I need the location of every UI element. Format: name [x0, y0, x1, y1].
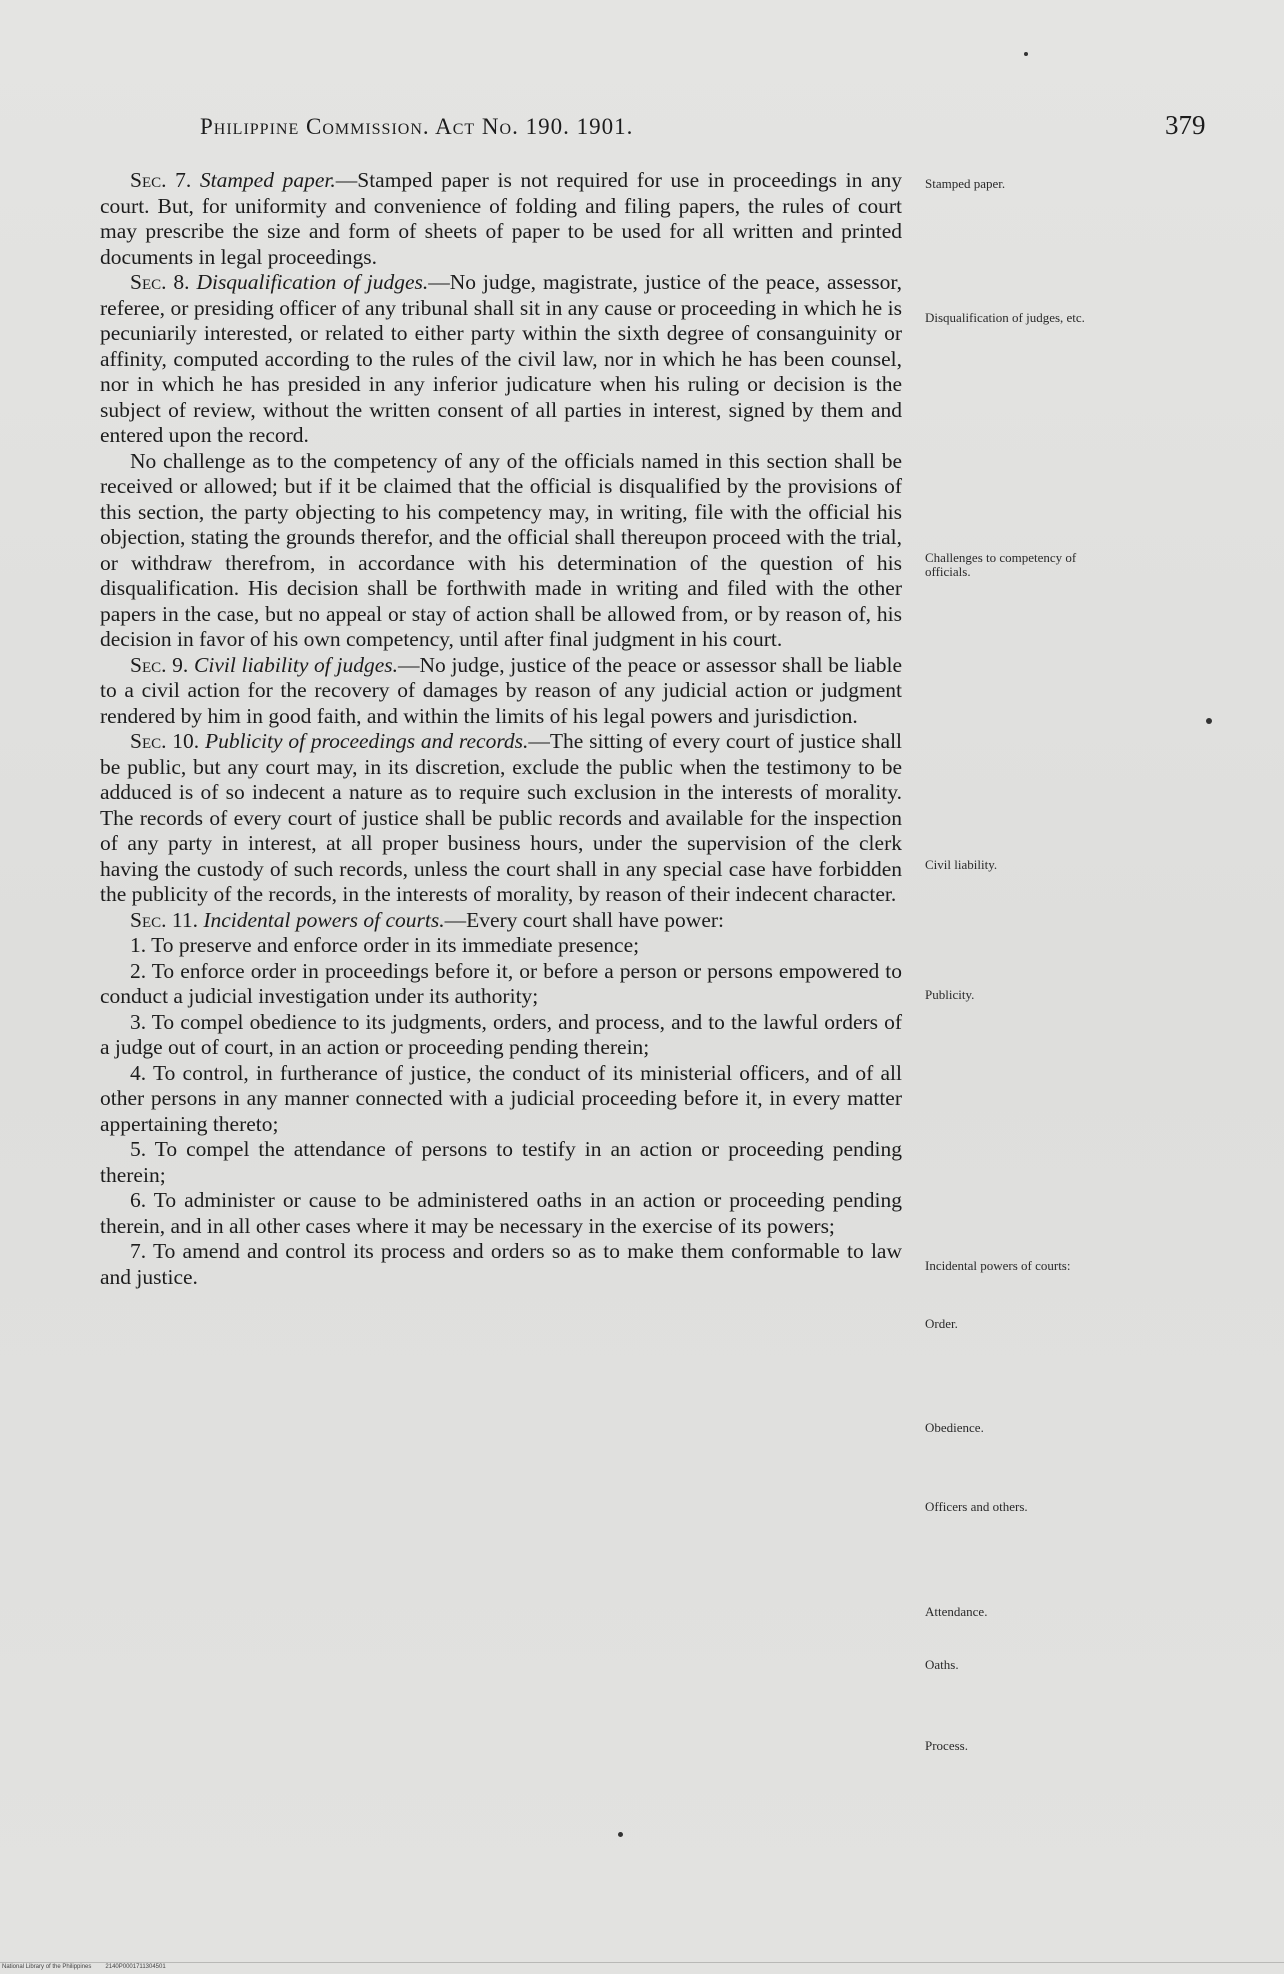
- section-text: —No judge, justice of the peace or assessor shall be liable to a civil action for the recovery of damages by reason of any judicial action or judgment rendered by him in good faith, and within the limits of his legal powers and jurisdiction.: [100, 652, 903, 728]
- section-label: Sec. 9.: [130, 652, 189, 677]
- scan-speck: [618, 1832, 623, 1837]
- margin-note-obedience: Obedience.: [925, 1420, 984, 1435]
- margin-note-incidental-powers: Incidental powers of courts:: [925, 1258, 1071, 1273]
- section-text: —No judge, magistrate, justice of the peace, assessor, referee, or presiding officer of any tribunal shall sit in any cause or proceeding in which he is pecuniarily interested, or related to either party within the sixth degree of consanguinity or affinity, computed according to the rules of the civil law, nor in which he has been counsel, nor in which he has presided in any inferior judicature when his ruling or decision is the subject of review, without the written consent of all parties in interest, signed by them and entered upon the record.: [100, 270, 902, 447]
- section-11: [100, 908, 902, 934]
- section-caption: Disqualification of judges.: [196, 270, 429, 294]
- section-label: Sec. 10.: [130, 729, 200, 753]
- section-caption: Publicity of proceedings and records.: [204, 729, 529, 753]
- running-title: Philippine Commission. Act No. 190. 1901.: [200, 114, 634, 139]
- page-number: 379: [1165, 110, 1206, 140]
- power-item-2: 2. To enforce order in proceedings before it, or before a person or persons empowered to conduct a judicial investigation under its authority;: [100, 958, 902, 1008]
- section-label: Sec. 7.: [130, 168, 192, 192]
- section-label: Sec. 8.: [130, 270, 190, 294]
- scan-footer: [2, 1963, 180, 1972]
- section-8-challenge: No challenge as to the competency of any of the officials named in this section shall be received or allowed; but if it be claimed that the official is disqualified by the provisions of this section, the party objecting to his competency may, in writing, file with the official his objection, stating the grounds therefor, and the official shall thereupon proceed with the trial, or withdraw therefrom, in accordance with his determination of the question of his disqualification. His decision shall be forthwith made in writing and filed with the other papers in the case, but no appeal or stay of action shall be allowed from, or by reason of, his decision in favor of his own competency, until after final judgment in his court.: [100, 448, 902, 651]
- section-caption: Incidental powers of courts.: [203, 907, 445, 932]
- margin-note-officers: Officers and others.: [925, 1499, 1028, 1514]
- body-text: [100, 168, 902, 1290]
- margin-note-stamped-paper: Stamped paper.: [925, 176, 1006, 191]
- section-text: —The sitting of every court of justice shall be public, but any court may, in its discretion, exclude the public when the testimony to be adduced is of so indecent a nature as to require such exclusion in the interests of morality. The records of every court of justice shall be public records and available for the inspection of any party in interest, at all proper business hours, under the supervision of the clerk having the custody of such records, unless the court shall in any special case have forbidden the publicity of the records, in the interests of morality, by reason of their indecent character.: [100, 729, 903, 906]
- margin-note-disqualification: Disqualification of judges, etc.: [925, 310, 1085, 325]
- margin-note-publicity: Publicity.: [925, 987, 975, 1002]
- section-text: —Stamped paper is not required for use in proceedings in any court. But, for uniformity and convenience of folding and filing papers, the rules of court may prescribe the size and form of sheets of paper to be used for all written and printed documents in legal proceedings.: [100, 168, 903, 269]
- margin-note-order: Order.: [925, 1316, 958, 1331]
- power-item-4: 4. To control, in furtherance of justice, the conduct of its ministerial officers, and of all other persons in any manner connected with a judicial proceeding before it, in every matter appertaining thereto;: [100, 1060, 902, 1136]
- footer-library: National Library of the Philippines: [2, 1964, 92, 1970]
- section-text: —Every court shall have power:: [444, 907, 724, 932]
- section-label: Sec. 11.: [130, 907, 198, 932]
- footer-code: 2140P0001711304501: [105, 1964, 166, 1970]
- power-item-6: 6. To administer or cause to be administered oaths in an action or proceeding pending therein, and in all other cases where it may be necessary in the exercise of its powers;: [100, 1188, 902, 1238]
- margin-note-attendance: Attendance.: [925, 1604, 988, 1619]
- margin-note-civil-liability: Civil liability.: [925, 857, 998, 872]
- scan-speck: [1024, 52, 1028, 56]
- margin-note-oaths: Oaths.: [925, 1657, 959, 1672]
- section-7: [100, 168, 902, 270]
- section-caption: Stamped paper.: [199, 168, 336, 192]
- power-item-3: 3. To compel obedience to its judgments, orders, and process, and to the lawful orders of a judge out of court, in an action or proceeding pending therein;: [100, 1009, 902, 1059]
- power-item-5: 5. To compel the attendance of persons to testify in an action or proceeding pending therein;: [100, 1137, 902, 1187]
- section-caption: Civil liability of judges.: [194, 652, 398, 677]
- footer-rule: [0, 1962, 1284, 1963]
- section-10: [100, 729, 902, 908]
- section-8: [100, 270, 902, 449]
- power-item-1: 1. To preserve and enforce order in its immediate presence;: [130, 933, 640, 957]
- power-item-7: 7. To amend and control its process and orders so as to make them conformable to law and justice.: [100, 1239, 902, 1289]
- scan-speck: [1206, 718, 1212, 724]
- margin-note-challenges: Challenges to competency of officials.: [925, 550, 1077, 579]
- margin-note-process: Process.: [925, 1738, 968, 1753]
- section-9: [100, 653, 902, 730]
